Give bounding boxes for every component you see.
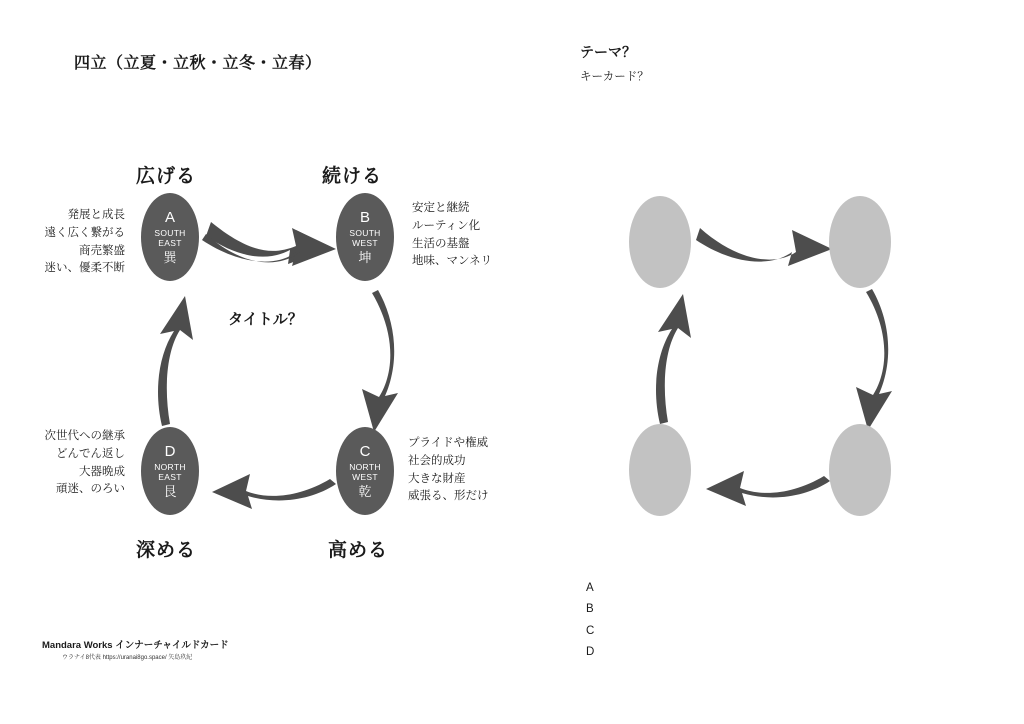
node-b-direction-line2: WEST (352, 237, 378, 248)
node-c-kanji: 乾 (358, 483, 372, 499)
center-title-label: タイトル？ (228, 311, 303, 328)
node-a[interactable] (141, 193, 199, 281)
page-title: 四立（立夏・立秋・立冬・立春） (74, 55, 322, 72)
node-c[interactable] (336, 427, 394, 515)
arrow-a-to-b (202, 222, 336, 266)
node-heading-c: 高める (328, 540, 389, 561)
node-heading-d: 深める (136, 540, 197, 561)
node-c-direction-line2: WEST (352, 471, 378, 482)
node-c-direction-line1: NORTH (349, 461, 381, 472)
arrow-blank-top (696, 228, 832, 266)
node-d-direction-line1: NORTH (154, 461, 186, 472)
arrow-c-to-d (212, 474, 336, 509)
node-heading-a: 広げる (136, 166, 197, 187)
node-b-direction-line1: SOUTH (349, 227, 381, 238)
legend-item-a: A (586, 582, 594, 594)
node-c-letter: C (359, 442, 371, 460)
node-a-direction-line2: EAST (158, 237, 182, 248)
blank-node-d[interactable] (629, 424, 691, 516)
node-b-kanji: 坤 (358, 249, 372, 265)
arrow-blank-bottom (706, 471, 830, 506)
blank-node-b[interactable] (829, 196, 891, 288)
right-panel-title: テーマ？ (580, 44, 636, 60)
description-c: プライドや権威 社会的成功 大きな財産 威張る、形だけ (408, 437, 489, 503)
node-heading-b: 続ける (322, 166, 383, 187)
node-b-letter: B (359, 208, 370, 226)
footer-brand: Mandara Works インナーチャイルドカード (42, 640, 229, 651)
legend-item-d: D (586, 645, 595, 658)
node-d[interactable] (141, 427, 199, 515)
arrow-blank-right (856, 289, 892, 430)
arrow-blank-left (656, 294, 691, 424)
node-d-direction-line2: EAST (158, 471, 182, 482)
arrow-b-to-c (362, 290, 398, 432)
node-a-kanji: 巽 (163, 249, 177, 265)
legend-list (586, 578, 594, 663)
node-d-kanji: 艮 (163, 483, 177, 499)
arrow-d-to-a (158, 296, 193, 426)
blank-node-a[interactable] (629, 196, 691, 288)
legend-item-b: B (586, 603, 594, 616)
node-b[interactable] (336, 193, 394, 281)
right-panel-subtitle: キーカード？ (580, 71, 649, 83)
node-a-direction-line1: SOUTH (154, 227, 186, 238)
legend-item-c: C (586, 624, 595, 637)
description-a: 発展と成長 遠く広く繋がる 商売繁盛 迷い、優柔不断 (44, 209, 125, 275)
node-a-letter: A (164, 208, 175, 226)
description-d: 次世代への継承 どんでん返し 大器晩成 頑迷、のろい (44, 430, 125, 496)
blank-node-c[interactable] (829, 424, 891, 516)
description-b: 安定と継続 ルーティン化 生活の基盤 地味、マンネリ (412, 202, 493, 268)
footer-credit: ウラナイ8代表 https://uranai8go.space/ 矢島玖紀 (62, 655, 193, 661)
node-d-letter: D (164, 442, 176, 460)
